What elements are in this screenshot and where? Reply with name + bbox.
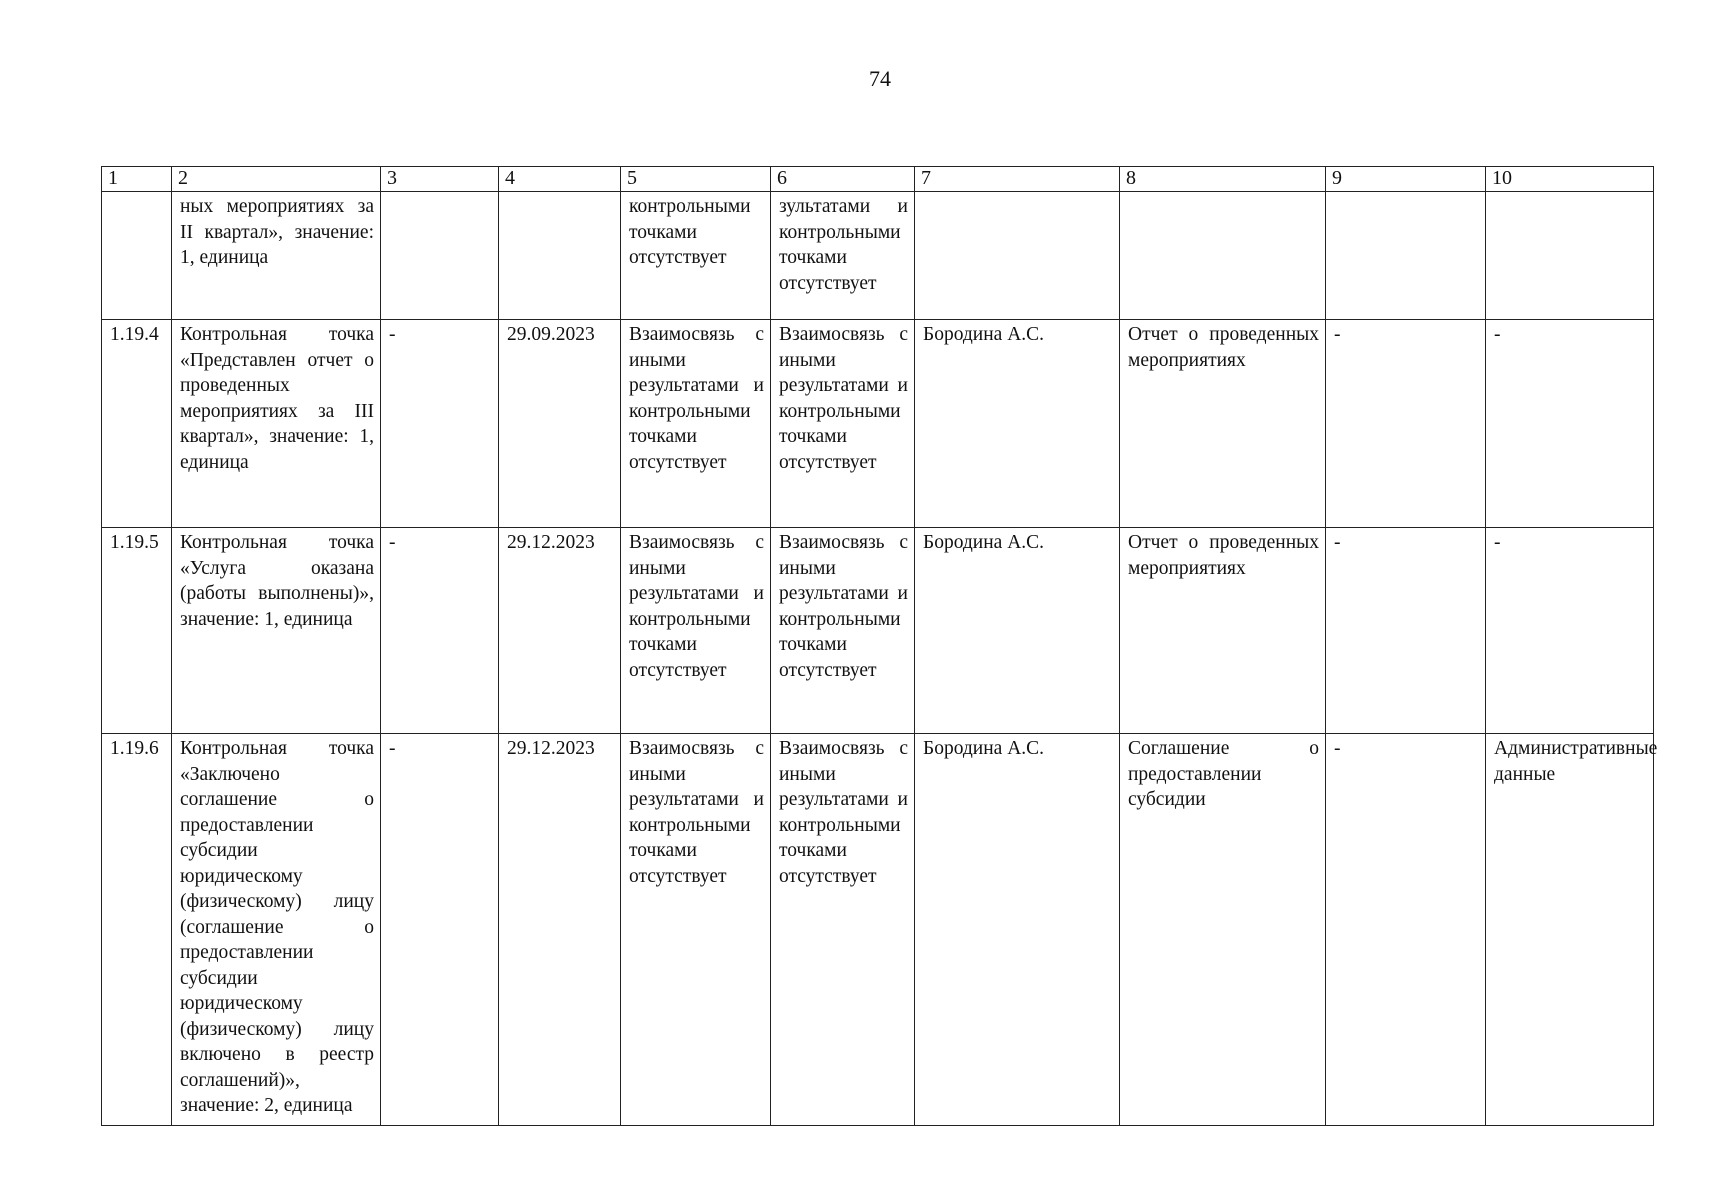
successor-links: Взаимосвязь с иными результатами и контрольными точками отсутствует (771, 734, 915, 1126)
control-points-table (101, 166, 1658, 1126)
predecessor-links: Взаимосвязь с иными результатами и контрольными точками отсутствует (621, 734, 771, 1126)
row-number (102, 192, 172, 320)
column-number: 5 (621, 167, 771, 192)
column-10-value: - (1486, 528, 1654, 734)
row-number: 1.19.6 (102, 734, 172, 1126)
column-number: 3 (381, 167, 499, 192)
column-number: 10 (1486, 167, 1654, 192)
responsible-person: Бородина А.С. (915, 734, 1120, 1126)
column-10-value: Административные данные (1486, 734, 1654, 1126)
deadline-date: 29.12.2023 (499, 528, 621, 734)
row-number: 1.19.4 (102, 320, 172, 528)
confirming-document: Соглашение о предоставлении субсидии (1120, 734, 1326, 1126)
confirming-document: Отчет о проведенных мероприятиях (1120, 320, 1326, 528)
column-number: 1 (102, 167, 172, 192)
successor-links: Взаимосвязь с иными результатами и контрольными точками отсутствует (771, 528, 915, 734)
deadline-date: 29.09.2023 (499, 320, 621, 528)
column-number: 2 (172, 167, 381, 192)
predecessor-links: контрольными точками отсутствует (621, 192, 771, 320)
row-number: 1.19.5 (102, 528, 172, 734)
control-point-name: ных мероприятиях за II квартал», значение: 1, единица (172, 192, 381, 320)
column-9-value: - (1326, 528, 1486, 734)
table-row (102, 320, 1654, 528)
predecessor-links: Взаимосвязь с иными результатами и контрольными точками отсутствует (621, 320, 771, 528)
control-point-name: Контрольная точка «Представлен отчет о проведенных мероприятиях за III квартал», значение: 1, единица (172, 320, 381, 528)
column-10-value: - (1486, 320, 1654, 528)
responsible-person (915, 192, 1120, 320)
confirming-document: Отчет о проведенных мероприятиях (1120, 528, 1326, 734)
table-row (102, 192, 1654, 320)
control-point-name: Контрольная точка «Заключено соглашение о предоставлении субсидии юридическому (физическому) лицу (соглашение о предоставлении субсидии юридическому (физическому) лицу включено в реестр соглашений)», значение: 2, единица (172, 734, 381, 1126)
page-number: 74 (869, 66, 891, 91)
successor-links: зультатами и контрольными точками отсутствует (771, 192, 915, 320)
base-value (381, 192, 499, 320)
column-number-row (102, 167, 1654, 192)
successor-links: Взаимосвязь с иными результатами и контрольными точками отсутствует (771, 320, 915, 528)
column-10-value (1486, 192, 1654, 320)
deadline-date (499, 192, 621, 320)
column-number: 7 (915, 167, 1120, 192)
confirming-document (1120, 192, 1326, 320)
control-point-name: Контрольная точка «Услуга оказана (работы выполнены)», значение: 1, единица (172, 528, 381, 734)
predecessor-links: Взаимосвязь с иными результатами и контрольными точками отсутствует (621, 528, 771, 734)
table-row (102, 734, 1654, 1126)
column-number: 4 (499, 167, 621, 192)
column-number: 8 (1120, 167, 1326, 192)
responsible-person: Бородина А.С. (915, 528, 1120, 734)
base-value: - (381, 320, 499, 528)
column-number: 9 (1326, 167, 1486, 192)
column-9-value: - (1326, 320, 1486, 528)
column-9-value (1326, 192, 1486, 320)
base-value: - (381, 734, 499, 1126)
base-value: - (381, 528, 499, 734)
column-number: 6 (771, 167, 915, 192)
deadline-date: 29.12.2023 (499, 734, 621, 1126)
responsible-person: Бородина А.С. (915, 320, 1120, 528)
table-row (102, 528, 1654, 734)
column-9-value: - (1326, 734, 1486, 1126)
